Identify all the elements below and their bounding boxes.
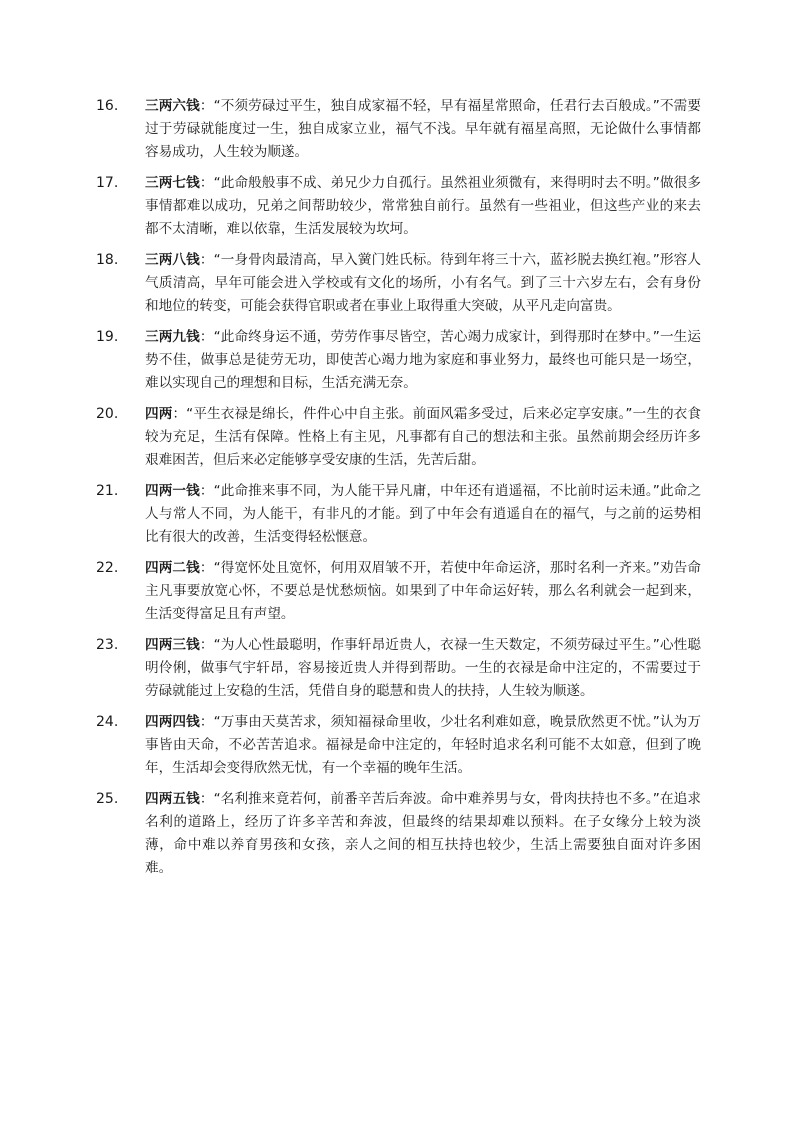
list-item [0, 711, 794, 780]
list-item-number: 22. [96, 560, 119, 576]
list-item-term: 四两五钱 [145, 791, 200, 807]
list-item-body [145, 480, 701, 549]
list-item-body [145, 95, 701, 164]
list-item-body [145, 172, 701, 241]
list-item-number: 21. [96, 483, 119, 499]
list-item-text: ：“此命推来事不同，为人能干异凡庸，中年还有逍遥福，不比前时运未通。”此命之人与常人不同，为人能干，有非凡的才能。到了中年会有逍遥自在的福气，与之前的运势相比有很大的改善，生活变得轻松惬意。 [145, 483, 701, 545]
list-item [0, 557, 794, 626]
list-item-number: 24. [96, 714, 119, 730]
list-item-body [145, 326, 701, 395]
list-item-term: 四两二钱 [145, 560, 200, 576]
list-item-text: ：“平生衣禄是绵长，件件心中自主张。前面风霜多受过，后来必定享安康。”一生的衣食较为充足，生活有保障。性格上有主见，凡事都有自己的想法和主张。虽然前期会经历许多艰难困苦，但后来必定能够享受安康的生活，先苦后甜。 [145, 406, 701, 468]
list-item [0, 634, 794, 703]
list-item-number: 25. [96, 791, 119, 807]
list-item-number: 18. [96, 252, 119, 268]
list-item-term: 四两三钱 [145, 637, 200, 653]
list-item-body [145, 788, 701, 880]
list-item-body [145, 403, 701, 472]
list-item-text: ：“为人心性最聪明，作事轩昂近贵人，衣禄一生天数定，不须劳碌过平生。”心性聪明伶俐，做事气宇轩昂，容易接近贵人并得到帮助。一生的衣禄是命中注定的，不需要过于劳碌就能过上安稳的生活，凭借自身的聪慧和贵人的扶持，人生较为顺遂。 [145, 637, 701, 699]
list-item-term: 四两四钱 [145, 714, 200, 730]
list-item-text: ：“此命般般事不成、弟兄少力自孤行。虽然祖业须微有，来得明时去不明。”做很多事情都难以成功，兄弟之间帮助较少，常常独自前行。虽然有一些祖业，但这些产业的来去都不太清晰，难以依靠，生活发展较为坎坷。 [145, 175, 701, 237]
list-item [0, 249, 794, 318]
list-item [0, 788, 794, 880]
list-item-text: ：“得宽怀处且宽怀，何用双眉皱不开，若使中年命运济，那时名利一齐来。”劝告命主凡事要放宽心怀，不要总是忧愁烦恼。如果到了中年命运好转，那么名利就会一起到来，生活变得富足且有声望。 [145, 560, 701, 622]
list-item-text: ：“不须劳碌过平生，独自成家福不轻，早有福星常照命，任君行去百般成。”不需要过于劳碌就能度过一生，独自成家立业，福气不浅。早年就有福星高照，无论做什么事情都容易成功，人生较为顺遂。 [145, 98, 701, 160]
list-item-number: 19. [96, 329, 119, 345]
list-item-text: ：“万事由天莫苦求，须知福禄命里收，少壮名利难如意，晚景欣然更不忧。”认为万事皆由天命，不必苦苦追求。福禄是命中注定的，年轻时追求名利可能不太如意，但到了晚年，生活却会变得欣然无忧，有一个幸福的晚年生活。 [145, 714, 701, 776]
list-item-body [145, 634, 701, 703]
list-item-term: 三两八钱 [145, 252, 200, 268]
list-item [0, 403, 794, 472]
list-item-number: 20. [96, 406, 119, 422]
list-item [0, 326, 794, 395]
list-item-term: 四两 [145, 406, 173, 422]
list-item-text: ：“一身骨肉最清高，早入黉门姓氏标。待到年将三十六，蓝衫脱去换红袍。”形容人气质清高，早年可能会进入学校或有文化的场所，小有名气。到了三十六岁左右，会有身份和地位的转变，可能会获得官职或者在事业上取得重大突破，从平凡走向富贵。 [145, 252, 701, 314]
list-item-text: ：“名利推来竟若何，前番辛苦后奔波。命中难养男与女，骨肉扶持也不多。”在追求名利的道路上，经历了许多辛苦和奔波，但最终的结果却难以预料。在子女缘分上较为淡薄，命中难以养育男孩和女孩，亲人之间的相互扶持也较少，生活上需要独自面对许多困难。 [145, 791, 701, 876]
list-item-term: 四两一钱 [145, 483, 200, 499]
list-item-body [145, 249, 701, 318]
list-item-body [145, 557, 701, 626]
list-item [0, 95, 794, 164]
list-item-term: 三两六钱 [145, 98, 200, 114]
list-item-term: 三两九钱 [145, 329, 200, 345]
list-item [0, 172, 794, 241]
list-item [0, 480, 794, 549]
list-item-body [145, 711, 701, 780]
list-item-number: 23. [96, 637, 119, 653]
list-item-term: 三两七钱 [145, 175, 200, 191]
list-item-number: 17. [96, 175, 119, 191]
list-item-text: ：“此命终身运不通，劳劳作事尽皆空，苦心竭力成家计，到得那时在梦中。”一生运势不佳，做事总是徒劳无功，即使苦心竭力地为家庭和事业努力，最终也可能只是一场空，难以实现自己的理想和目标，生活充满无奈。 [145, 329, 701, 391]
list-item-number: 16. [96, 98, 119, 114]
